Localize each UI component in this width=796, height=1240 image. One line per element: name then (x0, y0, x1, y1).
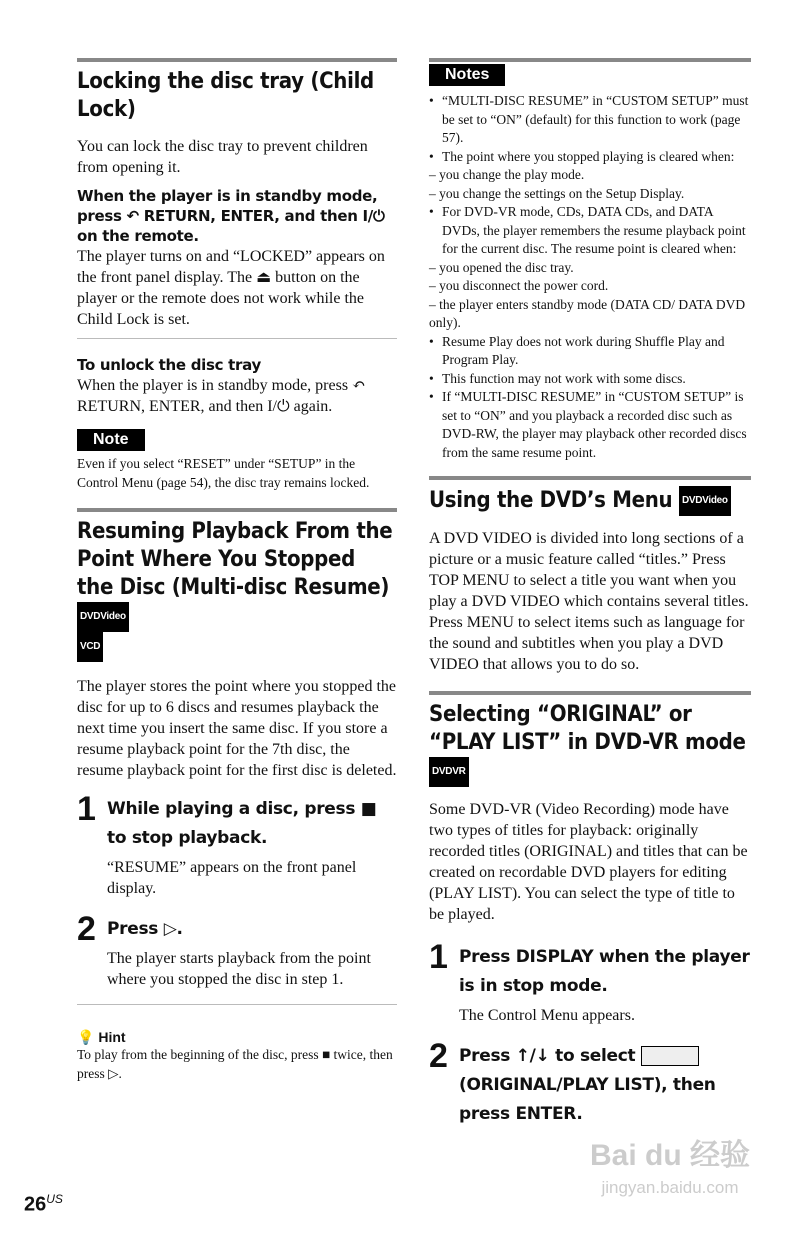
resume-step-1 (77, 790, 397, 899)
select-intro: Some DVD-VR (Video Recording) mode have two types of titles for playback: originally recorded titles (ORIGINAL) and titles that can be created on recordable DVD players for editing (PLAY LIST). You can select the type of title to be played. (429, 801, 748, 923)
hint-label: Hint (98, 1029, 126, 1045)
child-lock-result: The player turns on and “LOCKED” appears on the front panel display. The ⏏ button on the player or the remote does not work while the Child Lock is set. (77, 248, 385, 328)
section-rule (77, 58, 397, 62)
step-title: Press DISPLAY when the player is in stop mode. (459, 947, 750, 996)
right-column (429, 58, 751, 1129)
watermark-brand: Bai du 经验 (589, 1139, 750, 1172)
step-title: Press ↑/↓ to select (ORIGINAL/PLAY LIST), then press ENTER. (459, 1046, 716, 1124)
dvd-menu-text-2: Press MENU to select items such as language for the sound and subtitles when you play a DVD VIDEO that allows you to do so. (429, 614, 745, 673)
select-title: Selecting “ORIGINAL” or “PLAY LIST” in DVD-VR mode DVDVR (429, 701, 751, 787)
section-rule (429, 58, 751, 62)
note-item: – you disconnect the power cord. (429, 278, 609, 293)
note-item: – you change the settings on the Setup Display. (429, 185, 685, 201)
dvd-menu-title: Using the DVD’s Menu DVDVideo (429, 486, 751, 516)
step-number: 2 (429, 1037, 448, 1075)
note-item: • If “MULTI-DISC RESUME” in “CUSTOM SETUP” is set to “ON” and you playback a recorded disc such as DVD-RW, the player may playback other recorded discs from the same resume point. (429, 388, 751, 462)
section-rule (429, 691, 751, 695)
note-item: • “MULTI-DISC RESUME” in “CUSTOM SETUP” must be set to “ON” (default) for this function to work (page 57). (429, 92, 751, 148)
note-item: • For DVD-VR mode, CDs, DATA CDs, and DATA DVDs, the player remembers the resume playback point for the current disc. The resume point is cleared when: (429, 203, 751, 259)
dvd-video-badge: DVDVideo (77, 602, 129, 632)
note-item: – you opened the disc tray. (429, 259, 574, 275)
divider (77, 338, 397, 339)
step-number: 2 (77, 910, 96, 948)
note-item: • Resume Play does not work during Shuffle Play and Program Play. (429, 333, 751, 370)
section-rule (429, 476, 751, 480)
step-number: 1 (77, 790, 96, 828)
step-text: The Control Menu appears. (459, 1007, 635, 1024)
note-item: – you change the play mode. (429, 167, 585, 182)
divider (77, 1004, 397, 1005)
note-item: – the player enters standby mode (DATA CD/ DATA DVD only). (429, 296, 746, 330)
notes-badge: Notes (429, 64, 505, 86)
dvd-vr-badge: DVDVR (429, 757, 469, 787)
notes-list (429, 92, 751, 462)
resume-intro: The player stores the point where you stopped the disc for up to 6 discs and resumes playback the next time you insert the same disc. If you store a resume playback point for the 7th disc, the resume playback point for the first disc is deleted. (77, 678, 397, 779)
section-rule (77, 508, 397, 512)
hint-header (77, 1029, 397, 1046)
watermark-url: jingyan.baidu.com (601, 1178, 739, 1197)
original-playlist-icon (641, 1046, 699, 1066)
dvd-video-badge: DVDVideo (679, 486, 731, 516)
note-item: • The point where you stopped playing is cleared when: (429, 148, 751, 167)
page-number: $26^{US}$ (24, 1192, 63, 1216)
note-item: • This function may not work with some discs. (429, 370, 751, 389)
step-text: “RESUME” appears on the front panel display. (107, 859, 357, 897)
unlock-title: To unlock the disc tray (77, 356, 261, 374)
resume-title: Resuming Playback From the Point Where You Stopped the Disc (Multi-disc Resume) DVDVideo VCD (77, 518, 397, 662)
select-step-1 (429, 938, 751, 1026)
child-lock-intro: You can lock the disc tray to prevent children from opening it. (77, 138, 368, 176)
vcd-badge: VCD (77, 632, 103, 662)
child-lock-instruction: When the player is in standby mode, press ↶ RETURN, ENTER, and then I/⏻ on the remote. (77, 187, 385, 245)
hint-text: To play from the beginning of the disc, press ■ twice, then press ▷. (77, 1047, 393, 1081)
note-text: Even if you select “RESET” under “SETUP” in the Control Menu (page 54), the disc tray remains locked. (77, 456, 370, 490)
child-lock-title: Locking the disc tray (Child Lock) (77, 69, 374, 122)
baidu-watermark (590, 1140, 750, 1204)
dvd-menu-text-1: A DVD VIDEO is divided into long sections of a picture or a music feature called “titles.” Press TOP MENU to select a title you want when you play a DVD VIDEO which contains several titles. (429, 530, 749, 610)
step-title: While playing a disc, press ■ to stop playback. (107, 799, 377, 848)
step-number: 1 (429, 938, 448, 976)
step-title: Press ▷. (107, 919, 183, 939)
note-badge: Note (77, 429, 145, 451)
step-text: The player starts playback from the point where you stopped the disc in step 1. (107, 950, 371, 988)
select-step-2 (429, 1037, 751, 1129)
lightbulb-icon: 💡 (77, 1029, 95, 1045)
unlock-text: When the player is in standby mode, press ↶ RETURN, ENTER, and then I/⏻ again. (77, 377, 366, 415)
resume-step-2 (77, 910, 397, 990)
left-column (77, 58, 397, 1083)
